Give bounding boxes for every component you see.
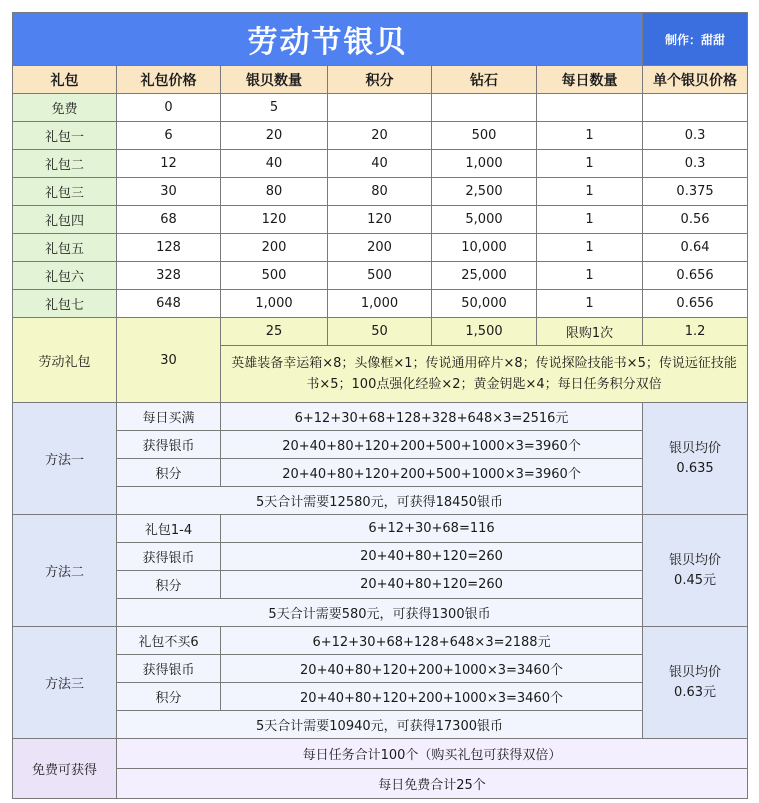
column-header: 银贝数量 xyxy=(221,66,328,94)
package-name: 礼包二 xyxy=(13,150,117,178)
package-diamonds: 5,000 xyxy=(432,206,537,234)
method-row xyxy=(13,571,748,599)
silver-shell-table xyxy=(12,12,748,799)
method-row-value: 20+40+80+120+200+1000×3=3460个 xyxy=(221,655,643,683)
method-row xyxy=(13,431,748,459)
method-row-value: 6+12+30+68=116 xyxy=(221,515,643,543)
package-daily: 1 xyxy=(537,234,643,262)
method-row-label: 礼包1-4 xyxy=(117,515,221,543)
method-row-label: 每日买满 xyxy=(117,403,221,431)
package-daily: 1 xyxy=(537,178,643,206)
package-unit: 0.375 xyxy=(643,178,748,206)
method-summary: 5天合计需要12580元，可获得18450银币 xyxy=(117,487,643,515)
package-price: 0 xyxy=(117,94,221,122)
package-row xyxy=(13,122,748,150)
package-points: 500 xyxy=(328,262,432,290)
package-diamonds: 2,500 xyxy=(432,178,537,206)
package-price: 648 xyxy=(117,290,221,318)
method-row-label: 积分 xyxy=(117,459,221,487)
method-row xyxy=(13,543,748,571)
maker-credit: 制作：甜甜 xyxy=(643,13,748,66)
average-label: 银贝均价 xyxy=(669,664,722,680)
package-name: 礼包六 xyxy=(13,262,117,290)
package-price: 328 xyxy=(117,262,221,290)
method-row xyxy=(13,627,748,655)
method-row xyxy=(13,459,748,487)
package-shells: 200 xyxy=(221,234,328,262)
method-row-value: 20+40+80+120=260 xyxy=(221,571,643,599)
labor-package-shells: 25 xyxy=(221,318,328,346)
method-row-value: 20+40+80+120+200+500+1000×3=3960个 xyxy=(221,459,643,487)
method-summary-row xyxy=(13,599,748,627)
method-summary: 5天合计需要10940元，可获得17300银币 xyxy=(117,711,643,739)
package-price: 6 xyxy=(117,122,221,150)
package-diamonds xyxy=(432,94,537,122)
package-row xyxy=(13,178,748,206)
free-daily-task: 每日任务合计100个（购买礼包可获得双倍） xyxy=(117,739,748,769)
method-row-label: 礼包不买6 xyxy=(117,627,221,655)
package-daily: 1 xyxy=(537,206,643,234)
labor-package-unit: 1.2 xyxy=(643,318,748,346)
method-summary-row xyxy=(13,487,748,515)
package-points: 200 xyxy=(328,234,432,262)
method-summary-row xyxy=(13,711,748,739)
package-row xyxy=(13,234,748,262)
average-label: 银贝均价 xyxy=(669,440,722,456)
package-shells: 1,000 xyxy=(221,290,328,318)
method-row-label: 积分 xyxy=(117,571,221,599)
column-header: 礼包价格 xyxy=(117,66,221,94)
package-name: 礼包一 xyxy=(13,122,117,150)
column-header: 钻石 xyxy=(432,66,537,94)
average-value: 0.63元 xyxy=(674,684,716,700)
method-row-value: 6+12+30+68+128+328+648×3=2516元 xyxy=(221,403,643,431)
column-header: 单个银贝价格 xyxy=(643,66,748,94)
package-daily: 1 xyxy=(537,262,643,290)
package-price: 128 xyxy=(117,234,221,262)
package-unit: 0.64 xyxy=(643,234,748,262)
package-diamonds: 25,000 xyxy=(432,262,537,290)
package-daily: 1 xyxy=(537,150,643,178)
labor-package-name: 劳动礼包 xyxy=(13,318,117,403)
package-name: 礼包七 xyxy=(13,290,117,318)
method-row xyxy=(13,655,748,683)
package-diamonds: 500 xyxy=(432,122,537,150)
package-points: 120 xyxy=(328,206,432,234)
header-row xyxy=(13,66,748,94)
method-row xyxy=(13,683,748,711)
package-row xyxy=(13,94,748,122)
package-diamonds: 10,000 xyxy=(432,234,537,262)
package-shells: 120 xyxy=(221,206,328,234)
package-shells: 20 xyxy=(221,122,328,150)
method-name: 方法三 xyxy=(13,627,117,739)
average-label: 银贝均价 xyxy=(669,552,722,568)
package-row xyxy=(13,150,748,178)
column-header: 积分 xyxy=(328,66,432,94)
package-daily: 1 xyxy=(537,290,643,318)
method-row-label: 获得银币 xyxy=(117,543,221,571)
package-daily: 1 xyxy=(537,122,643,150)
package-diamonds: 50,000 xyxy=(432,290,537,318)
method-row-label: 获得银币 xyxy=(117,655,221,683)
package-row xyxy=(13,290,748,318)
method-row-label: 积分 xyxy=(117,683,221,711)
column-header: 礼包 xyxy=(13,66,117,94)
package-shells: 500 xyxy=(221,262,328,290)
method-row-value: 6+12+30+68+128+648×3=2188元 xyxy=(221,627,643,655)
method-row-value: 20+40+80+120=260 xyxy=(221,543,643,571)
method-average xyxy=(643,627,748,739)
package-row xyxy=(13,262,748,290)
free-label: 免费可获得 xyxy=(13,739,117,799)
method-row-label: 获得银币 xyxy=(117,431,221,459)
package-row xyxy=(13,206,748,234)
labor-package-rewards: 英雄装备幸运箱×8；头像框×1；传说通用碎片×8；传说探险技能书×5；传说远征技能书×5；100点强化经验×2；黄金钥匙×4；每日任务积分双倍 xyxy=(221,346,748,403)
package-points xyxy=(328,94,432,122)
labor-package-price: 30 xyxy=(117,318,221,403)
average-value: 0.45元 xyxy=(674,572,716,588)
package-diamonds: 1,000 xyxy=(432,150,537,178)
method-name: 方法二 xyxy=(13,515,117,627)
package-points: 20 xyxy=(328,122,432,150)
method-row xyxy=(13,403,748,431)
package-name: 免费 xyxy=(13,94,117,122)
package-points: 80 xyxy=(328,178,432,206)
labor-package-diamonds: 1,500 xyxy=(432,318,537,346)
method-summary: 5天合计需要580元，可获得1300银币 xyxy=(117,599,643,627)
package-name: 礼包三 xyxy=(13,178,117,206)
labor-package-row xyxy=(13,318,748,346)
package-unit xyxy=(643,94,748,122)
free-daily-free: 每日免费合计25个 xyxy=(117,769,748,799)
method-row-value: 20+40+80+120+200+1000×3=3460个 xyxy=(221,683,643,711)
package-points: 40 xyxy=(328,150,432,178)
package-price: 30 xyxy=(117,178,221,206)
method-average xyxy=(643,515,748,627)
package-shells: 80 xyxy=(221,178,328,206)
package-name: 礼包四 xyxy=(13,206,117,234)
labor-package-daily: 限购1次 xyxy=(537,318,643,346)
title-row xyxy=(13,13,748,66)
method-name: 方法一 xyxy=(13,403,117,515)
package-unit: 0.3 xyxy=(643,122,748,150)
package-name: 礼包五 xyxy=(13,234,117,262)
package-daily xyxy=(537,94,643,122)
method-row-value: 20+40+80+120+200+500+1000×3=3960个 xyxy=(221,431,643,459)
package-unit: 0.56 xyxy=(643,206,748,234)
average-value: 0.635 xyxy=(676,460,714,476)
column-header: 每日数量 xyxy=(537,66,643,94)
free-row xyxy=(13,769,748,799)
labor-package-points: 50 xyxy=(328,318,432,346)
page-title: 劳动节银贝 xyxy=(13,13,643,66)
package-shells: 40 xyxy=(221,150,328,178)
free-row xyxy=(13,739,748,769)
package-price: 12 xyxy=(117,150,221,178)
package-points: 1,000 xyxy=(328,290,432,318)
method-row xyxy=(13,515,748,543)
package-unit: 0.656 xyxy=(643,262,748,290)
package-shells: 5 xyxy=(221,94,328,122)
method-average xyxy=(643,403,748,515)
package-price: 68 xyxy=(117,206,221,234)
package-unit: 0.656 xyxy=(643,290,748,318)
package-unit: 0.3 xyxy=(643,150,748,178)
